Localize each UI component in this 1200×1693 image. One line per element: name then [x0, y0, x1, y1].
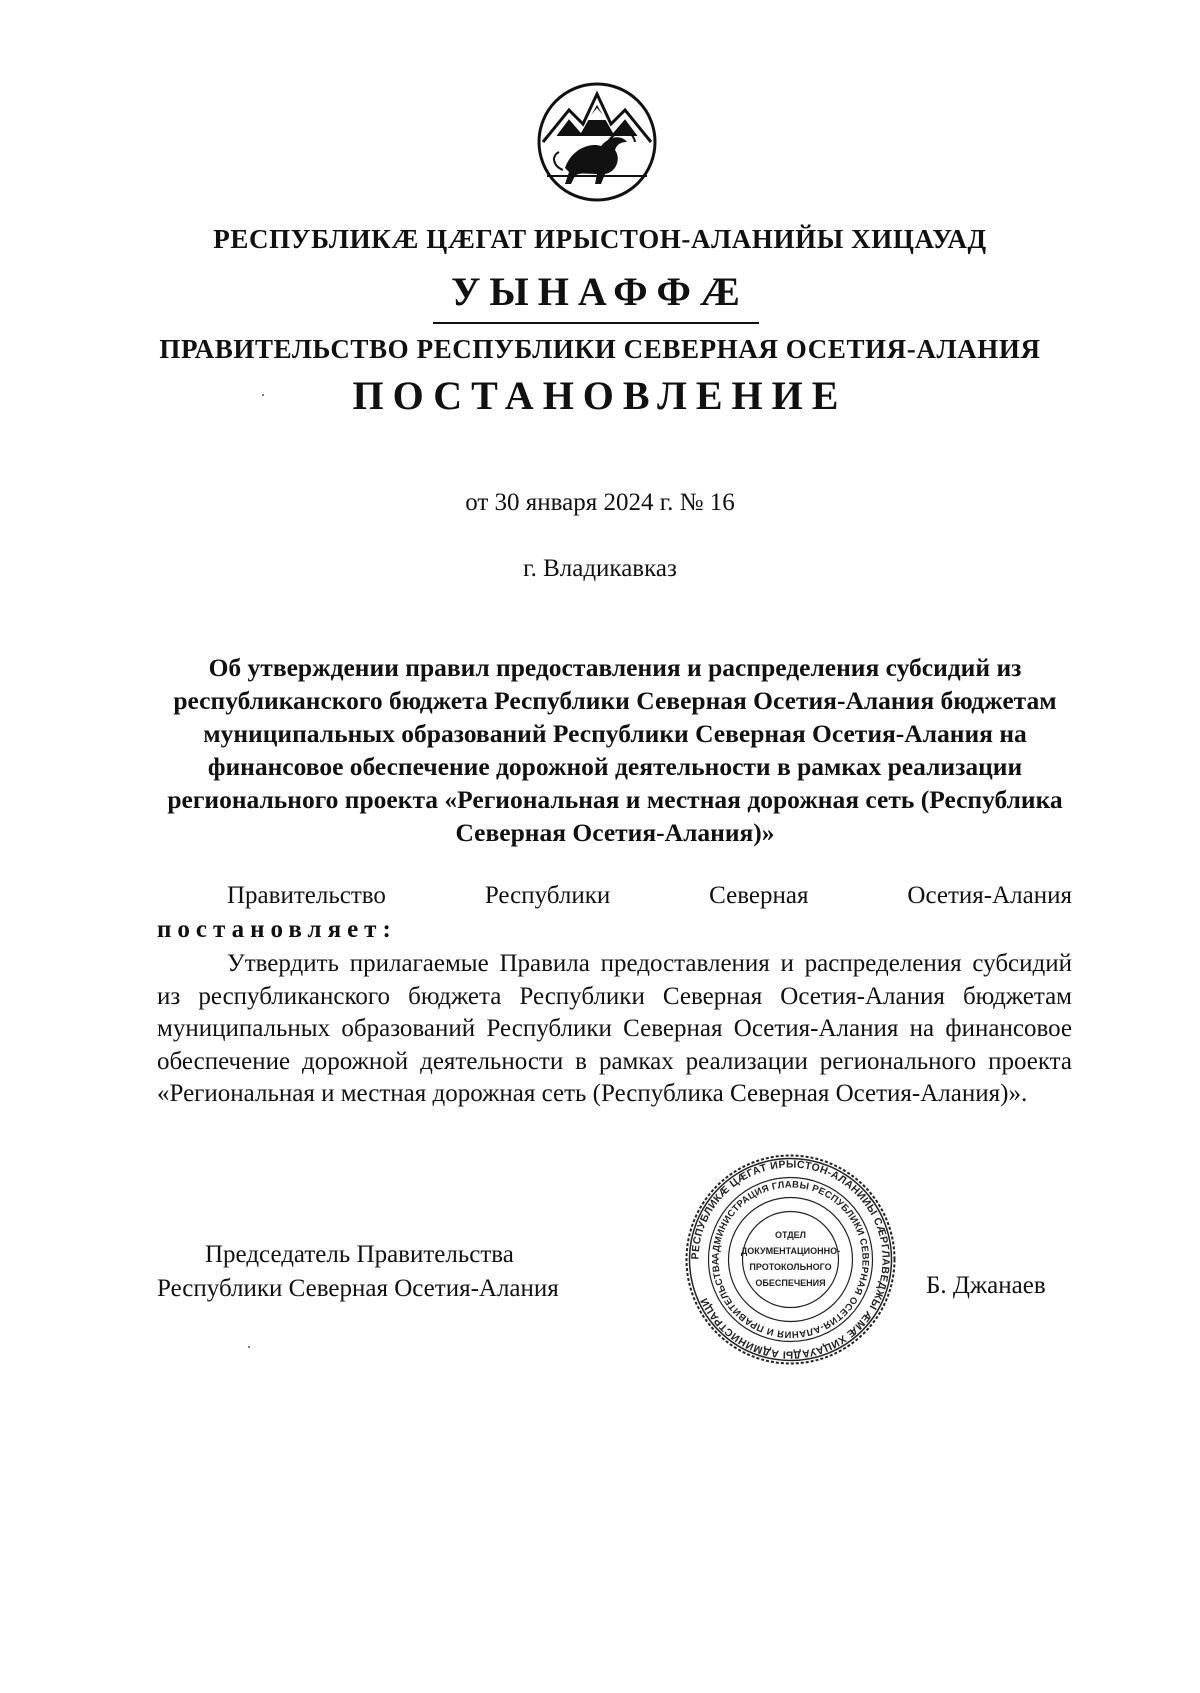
seal-center-text: ОБЕСПЕЧЕНИЯ: [755, 1278, 826, 1288]
preamble-word: Правительство: [227, 882, 386, 909]
scan-speck: [248, 1346, 250, 1348]
signatory-position: [157, 1238, 559, 1306]
preamble-line: [157, 882, 1072, 910]
scan-speck: [262, 394, 264, 396]
document-city: г. Владикавказ: [523, 555, 677, 582]
svg-text:АДМИНИСТРАЦИЯ ГЛАВЫ РЕСПУБЛИКИ: [710, 1179, 870, 1339]
coat-of-arms-emblem: [535, 80, 659, 204]
ossetian-government-name: РЕСПУБЛИКÆ ЦÆГАТ ИРЫСТОН-АЛАНИЙЫ ХИЦАУАД: [213, 224, 987, 254]
signatory-name: Б. Джанаев: [926, 1272, 1046, 1299]
header-divider: [433, 322, 759, 324]
seal-center-text: ОТДЕЛ: [774, 1230, 807, 1240]
preamble-word: Осетия-Алания: [907, 882, 1072, 909]
signatory-position-line: Республики Северная Осетия-Алания: [157, 1275, 559, 1302]
seal-outer-text: РЕСПУБЛИКÆ ЦÆГАТ ИРЫСТОН-АЛАНИЙЫ СÆРГЛАВЕДЖЫ ÆМÆ ХИЦАУАДЫ АДМИНИСТРАЦИ: [689, 1158, 892, 1361]
signatory-position-line: Председатель Правительства: [205, 1241, 514, 1268]
russian-government-name: ПРАВИТЕЛЬСТВО РЕСПУБЛИКИ СЕВЕРНАЯ ОСЕТИЯ-АЛАНИЯ: [159, 334, 1041, 364]
official-seal-stamp: [683, 1152, 898, 1367]
document-date-number: от 30 января 2024 г. № 16: [465, 489, 735, 516]
document-title: Об утверждении правил предоставления и распределения субсидий из республиканского бюджета Республики Северная Осетия-Алания бюджетам муниципальных образований Республики Северная Осетия-Алания на финансовое обеспечение дорожной деятельности в рамках реализации регионального проекта «Региональная и местная дорожная сеть (Республика Северная Осетия-Алания)»: [167, 653, 1063, 847]
resolution-body: Утвердить прилагаемые Правила предоставления и распределения субсидий из республиканского бюджета Республики Северная Осетия-Алания бюджетам муниципальных образований Республики Северная Осетия-Алания на финансовое обеспечение дорожной деятельности в рамках реализации регионального проекта «Региональная и местная дорожная сеть (Республика Северная Осетия-Алания)».: [157, 950, 1072, 1107]
russian-document-type: ПОСТАНОВЛЕНИЕ: [352, 373, 848, 418]
preamble-word: Северная: [709, 882, 809, 909]
preamble-word: Республики: [484, 882, 611, 909]
resolves-word: постановляет:: [157, 916, 397, 943]
seal-center-text: ДОКУМЕНТАЦИОННО-: [740, 1246, 841, 1256]
seal-center-text: ПРОТОКОЛЬНОГО: [749, 1262, 832, 1272]
seal-inner-text: АДМИНИСТРАЦИЯ ГЛАВЫ РЕСПУБЛИКИ СЕВЕРНАЯ ОСЕТИЯ-АЛАНИЯ И ПРАВИТЕЛЬСТВА: [710, 1179, 871, 1340]
ossetian-document-type: УЫНАФФÆ: [451, 269, 749, 314]
